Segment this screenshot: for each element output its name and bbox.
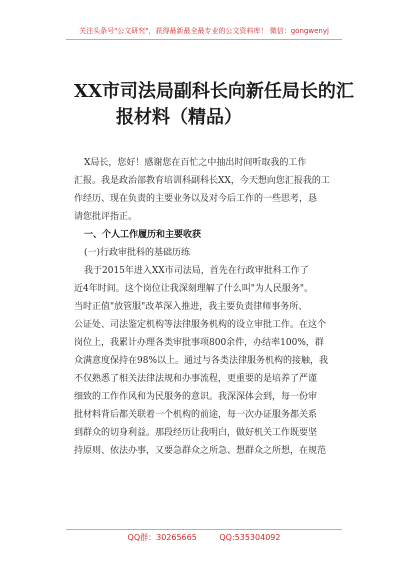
footer-contact (0, 533, 408, 543)
body-line: X局长，您好！感谢您在百忙之中抽出时间听取我的工作 (84, 158, 307, 168)
footer-qq-group: QQ群：30265665 (127, 533, 197, 542)
body-line: 当时正值"放管服"改革深入推进，我主要负责律师事务所、 (74, 302, 308, 312)
body-line: 岗位上，我累计办理各类审批事项800余件，办结率100%，群 (74, 338, 324, 348)
body-line: 汇报。我是政治部教育培训科副科长XX，今天想向您汇报我的工 (74, 176, 330, 186)
body-line: 持原则、依法办事，又要急群众之所急、想群众之所想，在规范 (74, 446, 327, 456)
body-line: 我于2015年进入XX市司法局，首先在行政审批科工作了 (84, 266, 309, 276)
title-line-2: 报材料（精品） (116, 107, 242, 128)
body-line: 众满意度保持在98%以上。通过与各类法律服务机构的接触，我 (74, 356, 329, 366)
document-title (74, 79, 354, 131)
body-line: 请您批评指正。 (74, 212, 138, 222)
header-divider (66, 39, 342, 40)
footer-qq: QQ:535304092 (219, 533, 281, 542)
header-promo-text: 关注头条号"公文研究"，获得最新最全最专业的公文资料库！ 微信：gongwenyj (79, 27, 329, 35)
body-line: 批材料背后都关联着一个机构的前途，每一次办证服务都关系 (74, 410, 318, 420)
document-body (74, 155, 344, 461)
title-line-1: XX市司法局副科长向新任局长的汇 (74, 81, 354, 102)
section-subheading: (一)行政审批科的基础历练 (84, 248, 191, 258)
footer-divider (66, 529, 342, 530)
body-line: 不仅熟悉了相关法律法规和办事流程，更重要的是培养了严谨 (74, 374, 318, 384)
body-line: 到群众的切身利益。那段经历让我明白，做好机关工作既要坚 (74, 428, 318, 438)
body-line: 近4年时间。这个岗位让我深刻理解了什么叫"为人民服务"。 (74, 284, 314, 294)
body-line: 公证处、司法鉴定机构等法律服务机构的设立审批工作。在这个 (74, 320, 327, 330)
section-heading: 一、个人工作履历和主要收获 (84, 230, 202, 240)
body-line: 作经历、现在负责的主要业务以及对今后工作的一些思考，恳 (74, 194, 318, 204)
body-line: 细致的工作作风和为民服务的意识。我深深体会到，每一份审 (74, 392, 318, 402)
